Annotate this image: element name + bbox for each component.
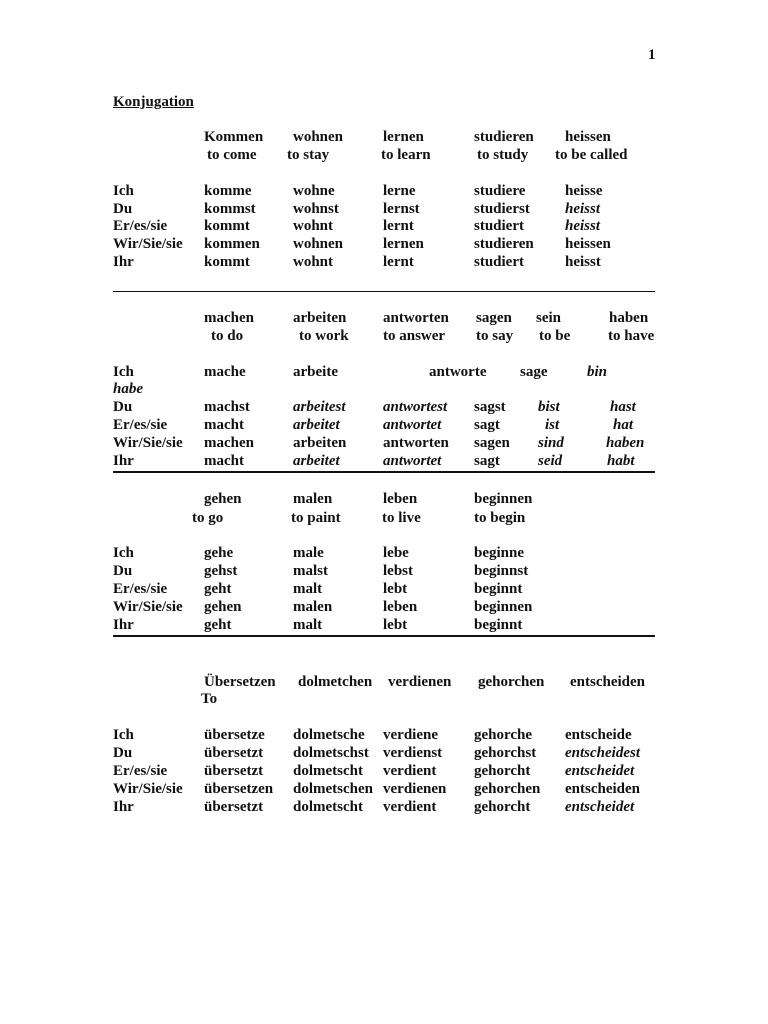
conjugated-form: antwortet xyxy=(383,417,442,433)
verb-infinitive: arbeiten xyxy=(293,310,347,326)
conjugated-form: entscheidet xyxy=(565,799,635,815)
conjugated-form: übersetzt xyxy=(204,763,264,779)
conjugated-form: antwortest xyxy=(383,399,448,415)
conjugated-form: lernen xyxy=(383,236,424,252)
conjugation-row xyxy=(0,453,768,470)
conjugation-row xyxy=(0,201,768,218)
verb-translation: to live xyxy=(382,510,421,526)
conjugated-form: gehorcht xyxy=(474,799,531,815)
conjugated-form: heisst xyxy=(565,201,601,217)
conjugated-form: studiert xyxy=(474,254,524,270)
verb-translation: To xyxy=(201,691,218,707)
conjugated-form: bin xyxy=(587,364,608,380)
conjugated-form: übersetze xyxy=(204,727,265,743)
conjugated-form: sagt xyxy=(474,417,500,433)
conjugated-form: studierst xyxy=(474,201,530,217)
conjugated-form: sagst xyxy=(474,399,506,415)
verb-infinitive: sagen xyxy=(476,310,512,326)
conjugated-form: lebt xyxy=(383,581,408,597)
page-heading: Konjugation xyxy=(113,94,194,110)
conjugation-row xyxy=(0,218,768,235)
conjugated-form: studiert xyxy=(474,218,524,234)
conjugated-form: antworte xyxy=(429,364,487,380)
page-number: 1 xyxy=(648,47,656,63)
translation-row xyxy=(0,510,768,527)
verb-infinitive: malen xyxy=(293,491,333,507)
conjugated-form: übersetzt xyxy=(204,745,264,761)
conjugated-form: malst xyxy=(293,563,328,579)
conjugated-form: dolmetschen xyxy=(293,781,373,797)
conjugation-row xyxy=(0,399,768,416)
conjugated-form: gehst xyxy=(204,563,238,579)
conjugated-form: gehorchst xyxy=(474,745,537,761)
verb-infinitive: lernen xyxy=(383,129,424,145)
translation-row xyxy=(0,691,768,708)
conjugated-form: beginne xyxy=(474,545,525,561)
conjugated-form: verdient xyxy=(383,763,437,779)
conjugated-form: kommen xyxy=(204,236,260,252)
conjugation-row xyxy=(0,745,768,762)
verb-infinitive: leben xyxy=(383,491,418,507)
conjugated-form: lernst xyxy=(383,201,420,217)
pronoun: Wir/Sie/sie xyxy=(113,599,183,615)
conjugated-form: kommt xyxy=(204,218,250,234)
conjugated-form: entscheidest xyxy=(565,745,640,761)
translation-row xyxy=(0,147,768,164)
conjugated-form: malt xyxy=(293,581,323,597)
verb-translation: to stay xyxy=(287,147,330,163)
verb-translation: to work xyxy=(299,328,349,344)
conjugated-form: studiere xyxy=(474,183,526,199)
verb-translation: to answer xyxy=(383,328,446,344)
conjugated-form: wohnen xyxy=(293,236,344,252)
conjugated-form: wohnt xyxy=(293,254,334,270)
conjugated-form: hast xyxy=(610,399,636,415)
conjugated-form: ist xyxy=(545,417,560,433)
pronoun: Ihr xyxy=(113,254,134,270)
conjugated-form: übersetzen xyxy=(204,781,274,797)
conjugation-row xyxy=(0,435,768,452)
conjugated-form: entscheiden xyxy=(565,781,640,797)
conjugated-form: gehorchen xyxy=(474,781,541,797)
verb-infinitive: gehen xyxy=(204,491,242,507)
conjugated-form: verdienst xyxy=(383,745,443,761)
verb-infinitive: heissen xyxy=(565,129,611,145)
verb-translation: to have xyxy=(608,328,655,344)
conjugated-form: seid xyxy=(538,453,563,469)
conjugated-form: kommt xyxy=(204,254,250,270)
pronoun: Er/es/sie xyxy=(113,763,168,779)
conjugated-form: arbeitest xyxy=(293,399,346,415)
section-divider xyxy=(113,471,655,473)
verb-infinitive: haben xyxy=(609,310,649,326)
verb-infinitive: studieren xyxy=(474,129,534,145)
conjugated-form: dolmetsche xyxy=(293,727,365,743)
pronoun: Ihr xyxy=(113,799,134,815)
conjugated-form: wohnt xyxy=(293,218,334,234)
conjugated-form: hat xyxy=(613,417,634,433)
conjugated-form: antwortet xyxy=(383,453,442,469)
verb-translation: to say xyxy=(476,328,514,344)
pronoun: Ich xyxy=(113,727,134,743)
conjugation-row xyxy=(0,799,768,816)
verb-infinitive: wohnen xyxy=(293,129,344,145)
conjugated-form: malt xyxy=(293,617,323,633)
conjugated-form: beginnen xyxy=(474,599,533,615)
conjugated-form: machen xyxy=(204,435,254,451)
pronoun: Ich xyxy=(113,364,134,380)
pronoun: Ihr xyxy=(113,617,134,633)
verb-translation: to be xyxy=(539,328,571,344)
verb-header-row xyxy=(0,310,768,327)
verb-header-row xyxy=(0,129,768,146)
conjugated-form: heisst xyxy=(565,218,601,234)
conjugated-form: lebt xyxy=(383,617,408,633)
conjugated-form: leben xyxy=(383,599,418,615)
conjugated-form: macht xyxy=(204,417,244,433)
verb-infinitive: beginnen xyxy=(474,491,533,507)
conjugated-form: beginnt xyxy=(474,581,523,597)
conjugated-form: heisst xyxy=(565,254,601,270)
conjugated-form: machst xyxy=(204,399,250,415)
verb-header-row xyxy=(0,491,768,508)
verb-infinitive: verdienen xyxy=(388,674,452,690)
section-divider xyxy=(113,635,655,637)
verb-translation: to do xyxy=(211,328,244,344)
conjugated-form: beginnst xyxy=(474,563,529,579)
conjugated-form: gehen xyxy=(204,599,242,615)
conjugated-form: verdiene xyxy=(383,727,438,743)
verb-infinitive: Kommen xyxy=(204,129,264,145)
verb-infinitive: entscheiden xyxy=(570,674,645,690)
conjugation-row xyxy=(0,254,768,271)
conjugated-form: entscheide xyxy=(565,727,632,743)
pronoun: Er/es/sie xyxy=(113,581,168,597)
conjugated-form: arbeiten xyxy=(293,435,347,451)
conjugated-form: macht xyxy=(204,453,244,469)
verb-translation: to learn xyxy=(381,147,431,163)
conjugation-row xyxy=(0,763,768,780)
pronoun: Er/es/sie xyxy=(113,417,168,433)
conjugated-form: gehorcht xyxy=(474,763,531,779)
conjugated-form: lerne xyxy=(383,183,416,199)
conjugated-form: gehorche xyxy=(474,727,533,743)
conjugation-row xyxy=(0,563,768,580)
conjugation-row xyxy=(0,727,768,744)
verb-translation: to study xyxy=(477,147,529,163)
verb-infinitive: antworten xyxy=(383,310,449,326)
conjugated-form: malen xyxy=(293,599,333,615)
conjugation-row xyxy=(0,236,768,253)
verb-translation: to go xyxy=(192,510,224,526)
conjugated-form: gehe xyxy=(204,545,234,561)
conjugated-form: geht xyxy=(204,617,232,633)
conjugated-form: arbeite xyxy=(293,364,338,380)
conjugation-row xyxy=(0,599,768,616)
conjugation-row xyxy=(0,545,768,562)
conjugated-form: sagt xyxy=(474,453,500,469)
verb-infinitive: Übersetzen xyxy=(204,674,276,690)
verb-translation: to paint xyxy=(291,510,341,526)
pronoun: Er/es/sie xyxy=(113,218,168,234)
conjugated-form: haben xyxy=(606,435,645,451)
conjugated-form: lernt xyxy=(383,254,414,270)
pronoun: Du xyxy=(113,745,133,761)
conjugated-form: dolmetscht xyxy=(293,799,363,815)
verb-header-row xyxy=(0,674,768,691)
pronoun: Ich xyxy=(113,183,134,199)
pronoun: Wir/Sie/sie xyxy=(113,435,183,451)
conjugation-row xyxy=(0,781,768,798)
conjugated-form: dolmetscht xyxy=(293,763,363,779)
conjugated-form: kommst xyxy=(204,201,256,217)
conjugated-form: habt xyxy=(607,453,635,469)
conjugated-form: lernt xyxy=(383,218,414,234)
conjugation-row xyxy=(0,183,768,200)
pronoun: Du xyxy=(113,201,133,217)
conjugated-form: arbeitet xyxy=(293,417,340,433)
conjugated-form: lebe xyxy=(383,545,409,561)
pronoun: Wir/Sie/sie xyxy=(113,781,183,797)
section-divider xyxy=(113,291,655,292)
translation-row xyxy=(0,328,768,345)
pronoun: Wir/Sie/sie xyxy=(113,236,183,252)
conjugated-form: studieren xyxy=(474,236,534,252)
conjugated-form: sind xyxy=(538,435,564,451)
pronoun: Ich xyxy=(113,545,134,561)
conjugated-form: heisse xyxy=(565,183,603,199)
verb-translation: to come xyxy=(207,147,257,163)
pronoun: Ihr xyxy=(113,453,134,469)
conjugation-row xyxy=(0,617,768,634)
conjugated-form: sage xyxy=(520,364,548,380)
conjugated-form: male xyxy=(293,545,324,561)
conjugated-form: sagen xyxy=(474,435,510,451)
verb-infinitive: machen xyxy=(204,310,254,326)
conjugated-form: beginnt xyxy=(474,617,523,633)
verb-infinitive: dolmetchen xyxy=(298,674,373,690)
conjugated-form: mache xyxy=(204,364,246,380)
conjugated-form: übersetzt xyxy=(204,799,264,815)
verb-infinitive: gehorchen xyxy=(478,674,545,690)
conjugated-form: dolmetschst xyxy=(293,745,369,761)
conjugated-form: wohne xyxy=(293,183,335,199)
verb-infinitive: sein xyxy=(536,310,562,326)
conjugated-form: verdienen xyxy=(383,781,447,797)
conjugated-form: bist xyxy=(538,399,560,415)
conjugated-form: arbeitet xyxy=(293,453,340,469)
conjugated-form: lebst xyxy=(383,563,413,579)
verb-translation: to begin xyxy=(474,510,526,526)
pronoun: Du xyxy=(113,399,133,415)
pronoun: Du xyxy=(113,563,133,579)
conjugated-form: verdient xyxy=(383,799,437,815)
verb-translation: to be called xyxy=(555,147,628,163)
conjugation-row xyxy=(0,581,768,598)
conjugated-form: komme xyxy=(204,183,252,199)
conjugated-form: antworten xyxy=(383,435,449,451)
conjugated-form: wohnst xyxy=(293,201,339,217)
conjugated-form: entscheidet xyxy=(565,763,635,779)
conjugation-row xyxy=(0,364,768,397)
conjugated-form: habe xyxy=(113,381,143,397)
conjugated-form: heissen xyxy=(565,236,611,252)
conjugation-row xyxy=(0,417,768,434)
conjugated-form: geht xyxy=(204,581,232,597)
